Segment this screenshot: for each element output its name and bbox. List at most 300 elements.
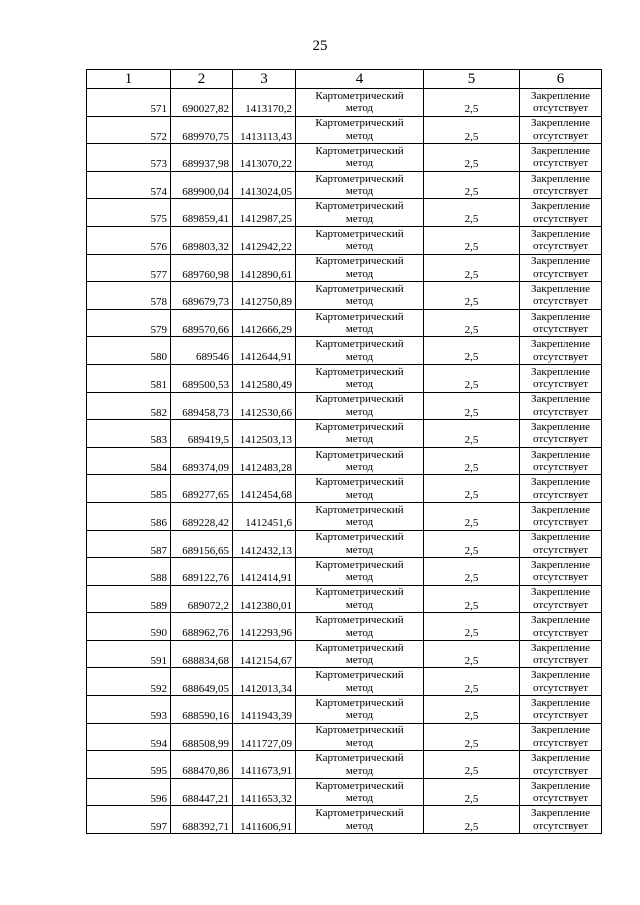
point-number-cell: 595	[87, 751, 171, 779]
table-row	[87, 613, 602, 641]
table-row	[87, 640, 602, 668]
x-coordinate-cell: 689228,42	[171, 502, 233, 530]
method-cell	[296, 806, 424, 834]
x-coordinate-cell: 688508,99	[171, 723, 233, 751]
y-coordinate-cell: 1412890,61	[233, 254, 296, 282]
x-coordinate-cell: 689072,2	[171, 585, 233, 613]
fixation-text-line: Закрепление	[530, 393, 591, 406]
fixation-text-line: Закрепление	[530, 144, 591, 157]
x-coordinate-cell: 689760,98	[171, 254, 233, 282]
method-text-line: метод	[345, 681, 374, 694]
fixation-text-line: отсутствует	[532, 129, 589, 142]
fixation-text-line: отсутствует	[532, 267, 589, 280]
x-coordinate-cell: 689419,5	[171, 420, 233, 448]
method-cell	[296, 89, 424, 117]
table-row	[87, 778, 602, 806]
method-cell	[296, 337, 424, 365]
fixation-text-line: отсутствует	[532, 626, 589, 639]
fixation-text-line: Закрепление	[530, 807, 591, 820]
method-text-line: метод	[345, 736, 374, 749]
method-text-line: Картометрический	[315, 200, 404, 213]
fixation-cell	[520, 475, 602, 503]
table-header	[87, 70, 602, 89]
method-cell	[296, 447, 424, 475]
fixation-text-line: Закрепление	[530, 200, 591, 213]
method-text-line: метод	[345, 654, 374, 667]
table-row	[87, 199, 602, 227]
method-cell	[296, 226, 424, 254]
method-text-line: Картометрический	[315, 696, 404, 709]
table-row	[87, 144, 602, 172]
method-text-line: метод	[345, 295, 374, 308]
fixation-text-line: отсутствует	[532, 405, 589, 418]
method-text-line: Картометрический	[315, 310, 404, 323]
fixation-text-line: Закрепление	[530, 227, 591, 240]
table-row	[87, 420, 602, 448]
method-text-line: метод	[345, 571, 374, 584]
table-row	[87, 475, 602, 503]
fixation-text-line: Закрепление	[530, 282, 591, 295]
fixation-text-line: Закрепление	[530, 338, 591, 351]
fixation-text-line: Закрепление	[530, 255, 591, 268]
method-text-line: Картометрический	[315, 365, 404, 378]
accuracy-cell: 2,5	[424, 778, 520, 806]
accuracy-cell: 2,5	[424, 89, 520, 117]
fixation-text-line: отсутствует	[532, 212, 589, 225]
table-row	[87, 171, 602, 199]
x-coordinate-cell: 689122,76	[171, 558, 233, 586]
point-number-cell: 594	[87, 723, 171, 751]
y-coordinate-cell: 1413070,22	[233, 144, 296, 172]
fixation-cell	[520, 613, 602, 641]
fixation-text-line: отсутствует	[532, 764, 589, 777]
method-text-line: метод	[345, 819, 374, 832]
fixation-cell	[520, 585, 602, 613]
fixation-text-line: отсутствует	[532, 461, 589, 474]
y-coordinate-cell: 1412750,89	[233, 282, 296, 310]
x-coordinate-cell: 688392,71	[171, 806, 233, 834]
method-text-line: Картометрический	[315, 503, 404, 516]
point-number-cell: 575	[87, 199, 171, 227]
method-cell	[296, 475, 424, 503]
table-row	[87, 558, 602, 586]
method-text-line: Картометрический	[315, 476, 404, 489]
fixation-text-line: отсутствует	[532, 571, 589, 584]
fixation-text-line: Закрепление	[530, 724, 591, 737]
method-cell	[296, 585, 424, 613]
fixation-text-line: Закрепление	[530, 614, 591, 627]
fixation-text-line: Закрепление	[530, 365, 591, 378]
y-coordinate-cell: 1412293,96	[233, 613, 296, 641]
method-text-line: метод	[345, 709, 374, 722]
method-cell	[296, 254, 424, 282]
method-text-line: метод	[345, 488, 374, 501]
y-coordinate-cell: 1411653,32	[233, 778, 296, 806]
header-row	[87, 70, 602, 89]
fixation-cell	[520, 144, 602, 172]
method-text-line: метод	[345, 185, 374, 198]
fixation-cell	[520, 364, 602, 392]
fixation-text-line: Закрепление	[530, 696, 591, 709]
fixation-text-line: Закрепление	[530, 503, 591, 516]
y-coordinate-cell: 1412580,49	[233, 364, 296, 392]
method-text-line: Картометрический	[315, 531, 404, 544]
fixation-text-line: Закрепление	[530, 448, 591, 461]
fixation-cell	[520, 89, 602, 117]
method-text-line: Картометрический	[315, 255, 404, 268]
accuracy-cell: 2,5	[424, 364, 520, 392]
point-number-cell: 573	[87, 144, 171, 172]
accuracy-cell: 2,5	[424, 447, 520, 475]
method-text-line: Картометрический	[315, 393, 404, 406]
x-coordinate-cell: 689458,73	[171, 392, 233, 420]
fixation-text-line: Закрепление	[530, 117, 591, 130]
x-coordinate-cell: 688649,05	[171, 668, 233, 696]
method-text-line: Картометрический	[315, 807, 404, 820]
x-coordinate-cell: 689374,09	[171, 447, 233, 475]
accuracy-cell: 2,5	[424, 585, 520, 613]
table-row	[87, 585, 602, 613]
point-number-cell: 596	[87, 778, 171, 806]
point-number-cell: 578	[87, 282, 171, 310]
y-coordinate-cell: 1412454,68	[233, 475, 296, 503]
x-coordinate-cell: 689277,65	[171, 475, 233, 503]
fixation-text-line: отсутствует	[532, 598, 589, 611]
x-coordinate-cell: 689859,41	[171, 199, 233, 227]
y-coordinate-cell: 1412644,91	[233, 337, 296, 365]
fixation-text-line: отсутствует	[532, 378, 589, 391]
point-number-cell: 597	[87, 806, 171, 834]
fixation-text-line: отсутствует	[532, 102, 589, 115]
accuracy-cell: 2,5	[424, 558, 520, 586]
point-number-cell: 574	[87, 171, 171, 199]
page-number: 25	[312, 38, 328, 54]
fixation-text-line: отсутствует	[532, 240, 589, 253]
method-text-line: Картометрический	[315, 448, 404, 461]
method-cell	[296, 282, 424, 310]
point-number-cell: 593	[87, 696, 171, 724]
fixation-cell	[520, 171, 602, 199]
method-cell	[296, 171, 424, 199]
fixation-text-line: отсутствует	[532, 488, 589, 501]
method-cell	[296, 502, 424, 530]
fixation-cell	[520, 309, 602, 337]
point-number-cell: 571	[87, 89, 171, 117]
fixation-text-line: отсутствует	[532, 350, 589, 363]
fixation-cell	[520, 558, 602, 586]
x-coordinate-cell: 690027,82	[171, 89, 233, 117]
x-coordinate-cell: 689546	[171, 337, 233, 365]
method-text-line: Картометрический	[315, 614, 404, 627]
table-body	[87, 89, 602, 834]
fixation-cell	[520, 640, 602, 668]
method-text-line: метод	[345, 129, 374, 142]
point-number-cell: 576	[87, 226, 171, 254]
fixation-text-line: отсутствует	[532, 819, 589, 832]
x-coordinate-cell: 689679,73	[171, 282, 233, 310]
y-coordinate-cell: 1411727,09	[233, 723, 296, 751]
fixation-text-line: Закрепление	[530, 586, 591, 599]
method-text-line: метод	[345, 378, 374, 391]
header-cell-5: 5	[424, 70, 520, 89]
fixation-text-line: Закрепление	[530, 476, 591, 489]
fixation-cell	[520, 530, 602, 558]
y-coordinate-cell: 1413170,2	[233, 89, 296, 117]
fixation-text-line: Закрепление	[530, 669, 591, 682]
fixation-cell	[520, 116, 602, 144]
method-text-line: метод	[345, 792, 374, 805]
fixation-text-line: Закрепление	[530, 310, 591, 323]
point-number-cell: 590	[87, 613, 171, 641]
header-cell-4: 4	[296, 70, 424, 89]
method-cell	[296, 778, 424, 806]
fixation-text-line: отсутствует	[532, 709, 589, 722]
fixation-text-line: Закрепление	[530, 531, 591, 544]
method-text-line: метод	[345, 323, 374, 336]
method-text-line: метод	[345, 405, 374, 418]
accuracy-cell: 2,5	[424, 144, 520, 172]
y-coordinate-cell: 1413024,05	[233, 171, 296, 199]
point-number-cell: 577	[87, 254, 171, 282]
point-number-cell: 579	[87, 309, 171, 337]
accuracy-cell: 2,5	[424, 530, 520, 558]
method-text-line: метод	[345, 764, 374, 777]
fixation-text-line: отсутствует	[532, 654, 589, 667]
table-row	[87, 89, 602, 117]
accuracy-cell: 2,5	[424, 337, 520, 365]
method-cell	[296, 723, 424, 751]
fixation-text-line: Закрепление	[530, 558, 591, 571]
accuracy-cell: 2,5	[424, 226, 520, 254]
x-coordinate-cell: 689803,32	[171, 226, 233, 254]
y-coordinate-cell: 1412451,6	[233, 502, 296, 530]
y-coordinate-cell: 1412154,67	[233, 640, 296, 668]
y-coordinate-cell: 1412380,01	[233, 585, 296, 613]
fixation-text-line: Закрепление	[530, 641, 591, 654]
x-coordinate-cell: 689937,98	[171, 144, 233, 172]
fixation-text-line: Закрепление	[530, 420, 591, 433]
method-text-line: метод	[345, 102, 374, 115]
method-cell	[296, 696, 424, 724]
x-coordinate-cell: 688470,86	[171, 751, 233, 779]
method-text-line: Картометрический	[315, 558, 404, 571]
point-number-cell: 589	[87, 585, 171, 613]
fixation-cell	[520, 447, 602, 475]
table-row	[87, 254, 602, 282]
fixation-cell	[520, 778, 602, 806]
fixation-cell	[520, 696, 602, 724]
method-cell	[296, 364, 424, 392]
accuracy-cell: 2,5	[424, 309, 520, 337]
fixation-text-line: отсутствует	[532, 516, 589, 529]
method-text-line: Картометрический	[315, 338, 404, 351]
method-text-line: Картометрический	[315, 227, 404, 240]
fixation-cell	[520, 226, 602, 254]
accuracy-cell: 2,5	[424, 420, 520, 448]
accuracy-cell: 2,5	[424, 254, 520, 282]
fixation-text-line: отсутствует	[532, 736, 589, 749]
x-coordinate-cell: 689156,65	[171, 530, 233, 558]
fixation-text-line: отсутствует	[532, 295, 589, 308]
coordinates-table	[86, 69, 602, 834]
method-text-line: Картометрический	[315, 724, 404, 737]
method-text-line: Картометрический	[315, 752, 404, 765]
table-row	[87, 806, 602, 834]
header-cell-6: 6	[520, 70, 602, 89]
fixation-cell	[520, 806, 602, 834]
y-coordinate-cell: 1412942,22	[233, 226, 296, 254]
y-coordinate-cell: 1412432,13	[233, 530, 296, 558]
accuracy-cell: 2,5	[424, 696, 520, 724]
x-coordinate-cell: 689900,04	[171, 171, 233, 199]
fixation-text-line: отсутствует	[532, 792, 589, 805]
method-cell	[296, 530, 424, 558]
x-coordinate-cell: 688590,16	[171, 696, 233, 724]
accuracy-cell: 2,5	[424, 171, 520, 199]
fixation-text-line: отсутствует	[532, 157, 589, 170]
fixation-cell	[520, 254, 602, 282]
fixation-cell	[520, 751, 602, 779]
method-text-line: Картометрический	[315, 779, 404, 792]
method-cell	[296, 309, 424, 337]
method-cell	[296, 613, 424, 641]
fixation-cell	[520, 392, 602, 420]
y-coordinate-cell: 1413113,43	[233, 116, 296, 144]
accuracy-cell: 2,5	[424, 806, 520, 834]
x-coordinate-cell: 688447,21	[171, 778, 233, 806]
accuracy-cell: 2,5	[424, 723, 520, 751]
table-row	[87, 364, 602, 392]
point-number-cell: 588	[87, 558, 171, 586]
y-coordinate-cell: 1412013,34	[233, 668, 296, 696]
fixation-text-line: отсутствует	[532, 543, 589, 556]
table-row	[87, 282, 602, 310]
accuracy-cell: 2,5	[424, 668, 520, 696]
method-cell	[296, 144, 424, 172]
accuracy-cell: 2,5	[424, 392, 520, 420]
point-number-cell: 584	[87, 447, 171, 475]
method-text-line: метод	[345, 157, 374, 170]
method-text-line: Картометрический	[315, 282, 404, 295]
y-coordinate-cell: 1412503,13	[233, 420, 296, 448]
header-cell-3: 3	[233, 70, 296, 89]
fixation-text-line: Закрепление	[530, 779, 591, 792]
accuracy-cell: 2,5	[424, 475, 520, 503]
fixation-cell	[520, 723, 602, 751]
accuracy-cell: 2,5	[424, 199, 520, 227]
point-number-cell: 581	[87, 364, 171, 392]
method-text-line: Картометрический	[315, 641, 404, 654]
method-text-line: Картометрический	[315, 669, 404, 682]
x-coordinate-cell: 689970,75	[171, 116, 233, 144]
table-row	[87, 502, 602, 530]
point-number-cell: 580	[87, 337, 171, 365]
method-text-line: метод	[345, 461, 374, 474]
fixation-cell	[520, 199, 602, 227]
method-text-line: Картометрический	[315, 172, 404, 185]
method-text-line: Картометрический	[315, 144, 404, 157]
method-text-line: метод	[345, 267, 374, 280]
method-cell	[296, 558, 424, 586]
method-text-line: Картометрический	[315, 89, 404, 102]
accuracy-cell: 2,5	[424, 751, 520, 779]
table-row	[87, 392, 602, 420]
accuracy-cell: 2,5	[424, 613, 520, 641]
method-cell	[296, 640, 424, 668]
point-number-cell: 585	[87, 475, 171, 503]
y-coordinate-cell: 1412987,25	[233, 199, 296, 227]
x-coordinate-cell: 688834,68	[171, 640, 233, 668]
fixation-cell	[520, 282, 602, 310]
method-text-line: Картометрический	[315, 117, 404, 130]
fixation-cell	[520, 337, 602, 365]
accuracy-cell: 2,5	[424, 640, 520, 668]
table-row	[87, 751, 602, 779]
fixation-text-line: отсутствует	[532, 323, 589, 336]
point-number-cell: 586	[87, 502, 171, 530]
y-coordinate-cell: 1412530,66	[233, 392, 296, 420]
method-text-line: метод	[345, 350, 374, 363]
method-text-line: метод	[345, 516, 374, 529]
table-row	[87, 116, 602, 144]
table-row	[87, 337, 602, 365]
method-text-line: Картометрический	[315, 586, 404, 599]
fixation-cell	[520, 420, 602, 448]
fixation-text-line: Закрепление	[530, 752, 591, 765]
method-cell	[296, 751, 424, 779]
method-cell	[296, 420, 424, 448]
header-cell-2: 2	[171, 70, 233, 89]
fixation-text-line: отсутствует	[532, 185, 589, 198]
point-number-cell: 572	[87, 116, 171, 144]
method-text-line: метод	[345, 626, 374, 639]
point-number-cell: 587	[87, 530, 171, 558]
table-row	[87, 696, 602, 724]
fixation-text-line: Закрепление	[530, 172, 591, 185]
header-cell-1: 1	[87, 70, 171, 89]
y-coordinate-cell: 1412414,91	[233, 558, 296, 586]
method-cell	[296, 199, 424, 227]
table-row	[87, 723, 602, 751]
method-text-line: метод	[345, 598, 374, 611]
method-cell	[296, 392, 424, 420]
y-coordinate-cell: 1412483,28	[233, 447, 296, 475]
x-coordinate-cell: 689570,66	[171, 309, 233, 337]
point-number-cell: 592	[87, 668, 171, 696]
fixation-text-line: отсутствует	[532, 681, 589, 694]
table-row	[87, 309, 602, 337]
accuracy-cell: 2,5	[424, 282, 520, 310]
x-coordinate-cell: 689500,53	[171, 364, 233, 392]
y-coordinate-cell: 1412666,29	[233, 309, 296, 337]
point-number-cell: 591	[87, 640, 171, 668]
point-number-cell: 582	[87, 392, 171, 420]
accuracy-cell: 2,5	[424, 116, 520, 144]
method-text-line: метод	[345, 433, 374, 446]
table-row	[87, 447, 602, 475]
y-coordinate-cell: 1411673,91	[233, 751, 296, 779]
table-row	[87, 668, 602, 696]
accuracy-cell: 2,5	[424, 502, 520, 530]
method-cell	[296, 116, 424, 144]
point-number-cell: 583	[87, 420, 171, 448]
table-row	[87, 226, 602, 254]
fixation-cell	[520, 502, 602, 530]
method-text-line: метод	[345, 543, 374, 556]
method-text-line: Картометрический	[315, 420, 404, 433]
method-text-line: метод	[345, 212, 374, 225]
fixation-text-line: отсутствует	[532, 433, 589, 446]
